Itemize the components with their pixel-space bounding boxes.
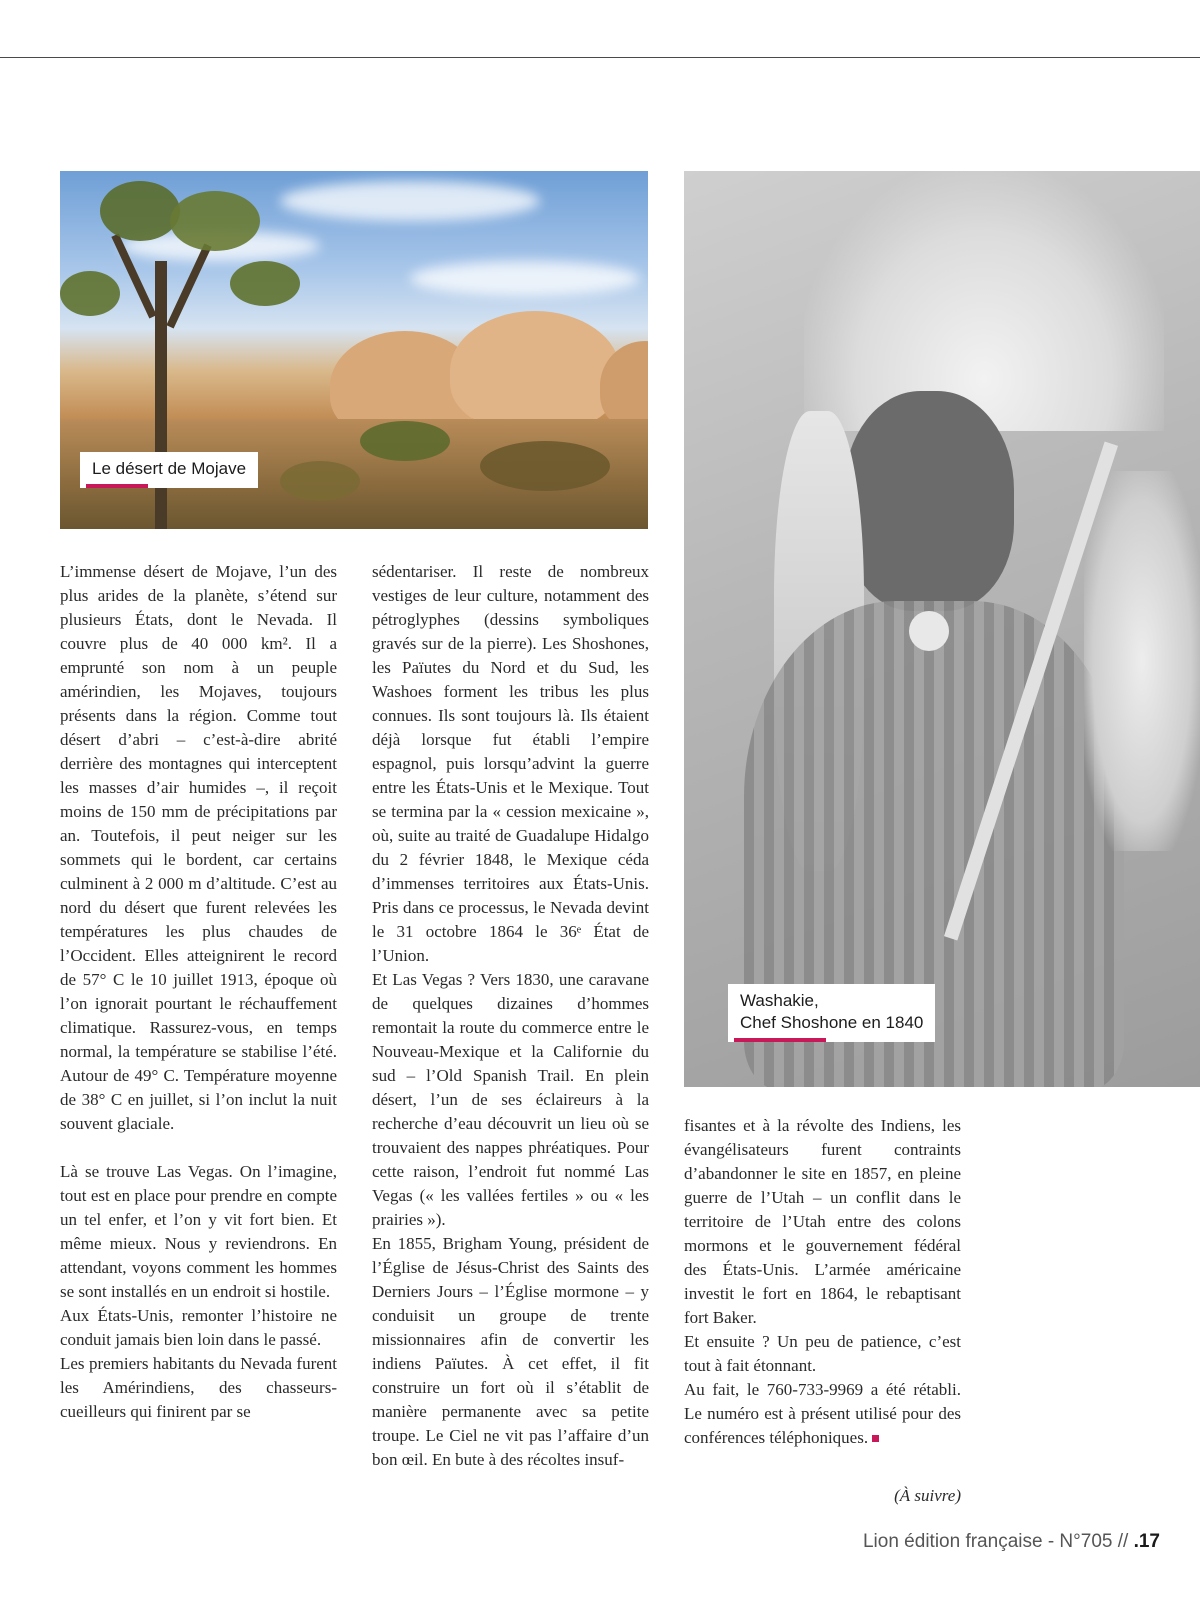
caption-portrait-line2: Chef Shoshone en 1840 xyxy=(740,1013,924,1032)
to-be-continued: (À suivre) xyxy=(894,1486,961,1505)
paragraph: Là se trouve Las Vegas. On l’imagine, tout est en place pour prendre en compte un tel enfer, et l’on y vit fort bien. Et même mieux. Nous y reviendrons. En attendant, voyons comment les hommes se sont installés en un endroit si hostile. xyxy=(60,1162,337,1301)
caption-portrait-line1: Washakie, xyxy=(740,991,819,1010)
top-rule xyxy=(0,57,1200,58)
page-footer xyxy=(863,1530,1160,1554)
article-column-1 xyxy=(60,560,337,1424)
photo-washakie-portrait xyxy=(684,171,1200,1087)
article-column-2 xyxy=(372,560,649,1472)
caption-accent-bar xyxy=(734,1038,826,1042)
paragraph-final-text: Au fait, le 760-733-9969 a été rétabli. Le numéro est à présent utilisé pour des conférences téléphoniques. xyxy=(684,1380,961,1447)
article-column-3 xyxy=(684,1114,961,1450)
paragraph: sédentariser. Il reste de nombreux vestiges de leur culture, notamment des pétroglyphes (dessins symboliques gravés sur de la pierre). Les Shoshones, les Païutes du Nord et du Sud, les Washoes forment les tribus les plus connues. Ils sont toujours là. Ils étaient déjà lorsque fut établi l’empire espagnol, puis lorsqu’advint la guerre entre les États-Unis et le Mexique. Tout se termina par la « cession mexicaine », où, suite au traité de Guadalupe Hidalgo du 2 février 1848, le Mexique céda d’immenses territoires aux États-Unis. Pris dans ce processus, le Nevada devint le 31 octobre 1864 le 36ᵉ État de l’Union. xyxy=(372,562,649,965)
paragraph: Et Las Vegas ? Vers 1830, une caravane de quelques dizaines d’hommes remontait la route du commerce entre le Nouveau-Mexique et la Californie du sud – l’Old Spanish Trail. En plein désert, l’un de ses éclaireurs à la recherche d’eau découvrit un lieu où se trouvaient des nappes phréatiques. Pour cette raison, l’endroit fut nommé Las Vegas (« les vallées fertiles » ou « les prairies »). xyxy=(372,970,649,1229)
paragraph: En 1855, Brigham Young, président de l’Église de Jésus-Christ des Saints des Derniers Jours – l’Église mormone – y conduisit un groupe de trente missionnaires afin de convertir les indiens Païutes. À cet effet, il fit construire un fort où il s’établit de manière permanente avec sa petite troupe. Le Ciel ne vit pas l’affaire d’un bon œil. En bute à des récoltes insuf- xyxy=(372,1234,649,1469)
page-number: .17 xyxy=(1133,1531,1160,1552)
paragraph-final xyxy=(684,1378,961,1450)
paragraph: Et ensuite ? Un peu de patience, c’est tout à fait étonnant. xyxy=(684,1332,961,1375)
paragraph: Les premiers habitants du Nevada furent les Amérindiens, des chasseurs-cueilleurs qui finirent par se xyxy=(60,1354,337,1421)
caption-portrait xyxy=(728,984,935,1042)
paragraph: Aux États-Unis, remonter l’histoire ne conduit jamais bien loin dans le passé. xyxy=(60,1306,337,1349)
caption-desert xyxy=(80,452,258,488)
caption-desert-text: Le désert de Mojave xyxy=(92,459,247,478)
caption-accent-bar xyxy=(86,484,148,488)
paragraph: L’immense désert de Mojave, l’un des plus arides de la planète, s’étend sur plusieurs États, dont le Nevada. Il couvre plus de 40 000 km². Il a emprunté son nom à un peuple amérindien, les Mojaves, toujours présents dans la région. Comme tout désert d’abri – c’est-à-dire abrité derrière des montagnes qui interceptent les masses d’air humides –, il reçoit moins de 150 mm de précipitations par an. Toutefois, il peut neiger sur les sommets qui le bordent, car certains culminent à 2 000 m d’altitude. C’est au nord du désert que furent relevées les températures les plus chaudes de l’Occident. Elles atteignirent le record de 57° C le 10 juillet 1913, époque où l’on ignorait pourtant le réchauffement climatique. Rassurez-vous, en temps normal, la température se stabilise l’été. Autour de 49° C. Température moyenne de 38° C en juillet, si l’on inclut la nuit souvent glaciale. xyxy=(60,562,337,1133)
paragraph: fisantes et à la révolte des Indiens, les évangélisateurs furent contraints d’abandonner le site en 1857, en pleine guerre de l’Utah – un conflit dans le territoire de l’Utah entre des colons mormons et le gouvernement fédéral des États-Unis. L’armée américaine investit le fort en 1864, le rebaptisant fort Baker. xyxy=(684,1116,961,1327)
footer-publication: Lion édition française - N°705 // xyxy=(862,1531,1134,1552)
end-of-article-icon xyxy=(872,1435,879,1442)
